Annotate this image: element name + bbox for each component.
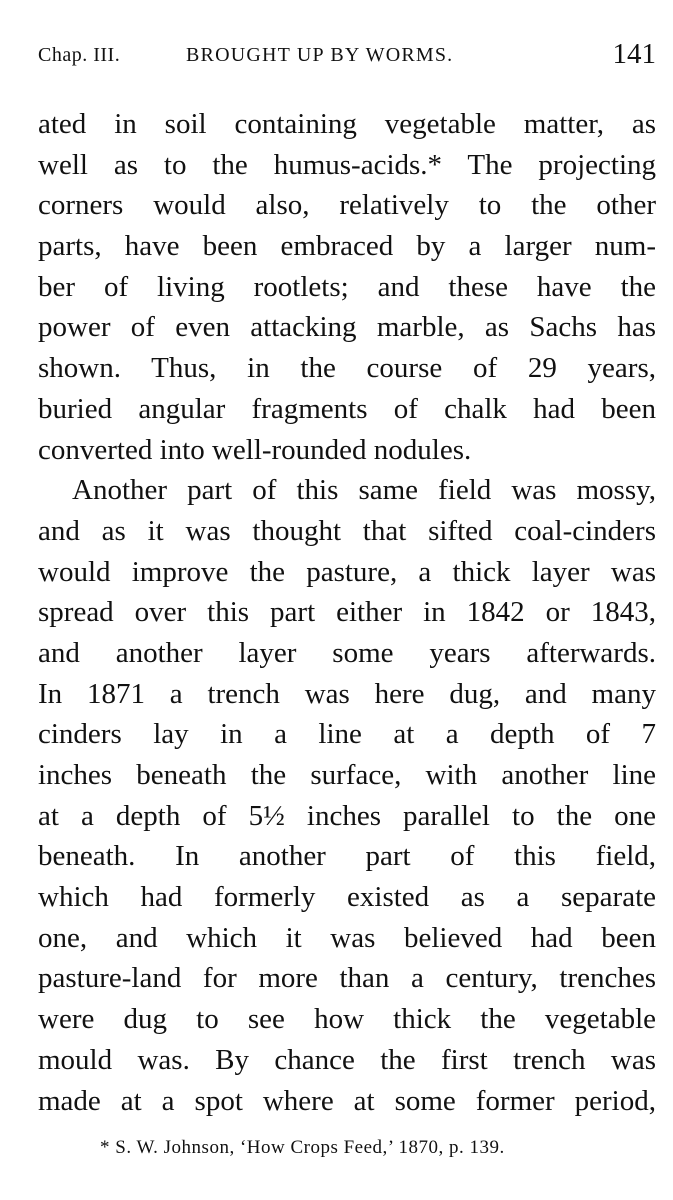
text-line: made at a spot where at some former period, xyxy=(38,1084,656,1117)
paragraph-start-line: Another part of this same field was mossy, xyxy=(72,474,656,507)
footnote: * S. W. Johnson, ‘How Crops Feed,’ 1870, p. 139. xyxy=(100,1137,505,1158)
text-line: which had formerly existed as a separate xyxy=(38,881,656,914)
text-line: well as to the humus-acids.* The projecting xyxy=(38,148,656,181)
text-line: mould was. By chance the first trench was xyxy=(38,1043,656,1076)
text-line: pasture-land for more than a century, trenches xyxy=(38,962,656,995)
text-line: beneath. In another part of this field, xyxy=(38,840,656,873)
paragraph-end-line: converted into well-rounded nodules. xyxy=(38,433,472,466)
chapter-label: Chap. III. xyxy=(38,44,121,66)
text-line: ber of living rootlets; and these have the xyxy=(38,270,656,303)
text-line: In 1871 a trench was here dug, and many xyxy=(38,677,656,710)
text-line: inches beneath the surface, with another line xyxy=(38,759,656,791)
text-line: one, and which it was believed had been xyxy=(38,921,656,954)
body-text xyxy=(38,104,656,1121)
text-line: ated in soil containing vegetable matter, as xyxy=(38,108,656,140)
text-line: power of even attacking marble, as Sachs has xyxy=(38,311,656,344)
text-line: at a depth of 5½ inches parallel to the one xyxy=(38,799,656,832)
text-line: and as it was thought that sifted coal-cinders xyxy=(38,514,656,547)
text-line: were dug to see how thick the vegetable xyxy=(38,1003,656,1036)
text-line: buried angular fragments of chalk had been xyxy=(38,392,656,425)
text-line: would improve the pasture, a thick layer was xyxy=(38,555,656,588)
text-line: spread over this part either in 1842 or 1843, xyxy=(38,596,656,629)
page-number: 141 xyxy=(612,38,656,70)
text-line: corners would also, relatively to the other xyxy=(38,189,656,222)
text-line: cinders lay in a line at a depth of 7 xyxy=(38,718,656,751)
text-line: shown. Thus, in the course of 29 years, xyxy=(38,352,656,385)
page-header xyxy=(38,38,656,84)
text-line: and another layer some years afterwards. xyxy=(38,636,656,669)
running-title: BROUGHT UP BY WORMS. xyxy=(186,44,454,66)
text-line: parts, have been embraced by a larger num- xyxy=(38,230,656,263)
